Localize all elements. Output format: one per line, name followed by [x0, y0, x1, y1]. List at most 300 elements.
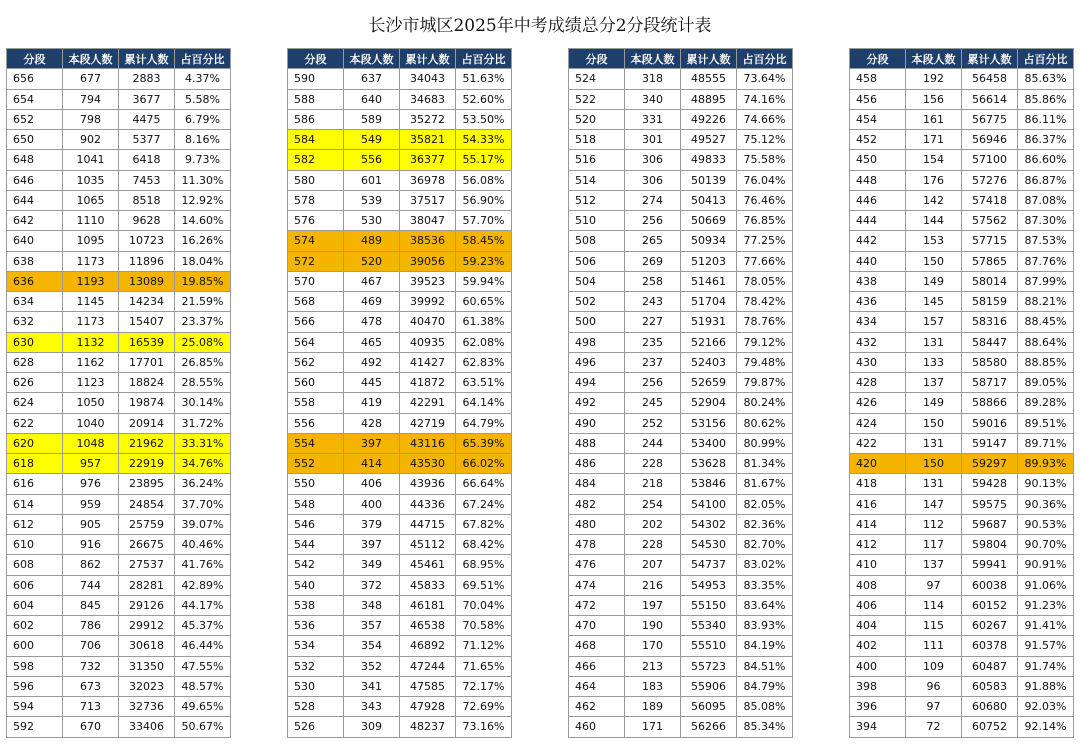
cell-count: 1193	[63, 271, 119, 291]
table-row	[288, 494, 512, 514]
table-row	[288, 454, 512, 474]
cell-count: 673	[63, 676, 119, 696]
table-row	[288, 697, 512, 717]
cell-count: 732	[63, 656, 119, 676]
cell-percent: 56.08%	[456, 170, 512, 190]
cell-score: 518	[569, 130, 625, 150]
cell-cumulative: 27537	[119, 555, 175, 575]
cell-percent: 91.57%	[1018, 636, 1074, 656]
cell-percent: 87.30%	[1018, 211, 1074, 231]
cell-score: 584	[288, 130, 344, 150]
cell-percent: 18.04%	[175, 251, 231, 271]
cell-count: 133	[906, 352, 962, 372]
cell-score: 600	[7, 636, 63, 656]
cell-count: 197	[625, 595, 681, 615]
table-row	[569, 130, 793, 150]
cell-count: 190	[625, 616, 681, 636]
cell-score: 522	[569, 89, 625, 109]
table-row	[850, 170, 1074, 190]
cell-percent: 52.60%	[456, 89, 512, 109]
cell-cumulative: 32023	[119, 676, 175, 696]
cell-count: 744	[63, 575, 119, 595]
cell-count: 786	[63, 616, 119, 636]
cell-cumulative: 60680	[962, 697, 1018, 717]
header-row	[7, 49, 231, 69]
cell-cumulative: 55340	[681, 616, 737, 636]
table-row	[288, 636, 512, 656]
cell-score: 504	[569, 271, 625, 291]
cell-percent: 85.63%	[1018, 69, 1074, 89]
cell-cumulative: 51931	[681, 312, 737, 332]
cell-cumulative: 57562	[962, 211, 1018, 231]
cell-score: 548	[288, 494, 344, 514]
table-row	[569, 616, 793, 636]
cell-cumulative: 58316	[962, 312, 1018, 332]
cell-cumulative: 59297	[962, 454, 1018, 474]
cell-score: 544	[288, 535, 344, 555]
table-row	[850, 109, 1074, 129]
cell-score: 618	[7, 454, 63, 474]
cell-cumulative: 50139	[681, 170, 737, 190]
cell-count: 235	[625, 332, 681, 352]
table-row	[7, 211, 231, 231]
table-row	[569, 89, 793, 109]
cell-score: 464	[569, 676, 625, 696]
table-row	[288, 312, 512, 332]
cell-cumulative: 58580	[962, 352, 1018, 372]
cell-cumulative: 35821	[400, 130, 456, 150]
cell-count: 445	[344, 373, 400, 393]
table-row	[7, 676, 231, 696]
cell-score: 496	[569, 352, 625, 372]
cell-percent: 88.85%	[1018, 352, 1074, 372]
cell-score: 498	[569, 332, 625, 352]
cell-percent: 41.76%	[175, 555, 231, 575]
cell-count: 131	[906, 433, 962, 453]
cell-count: 1132	[63, 332, 119, 352]
cell-cumulative: 41427	[400, 352, 456, 372]
cell-percent: 44.17%	[175, 595, 231, 615]
cell-percent: 86.60%	[1018, 150, 1074, 170]
cell-percent: 83.64%	[737, 595, 793, 615]
cell-count: 902	[63, 130, 119, 150]
cell-cumulative: 58159	[962, 292, 1018, 312]
cell-percent: 76.04%	[737, 170, 793, 190]
cell-count: 341	[344, 676, 400, 696]
table-row	[569, 69, 793, 89]
cell-count: 258	[625, 271, 681, 291]
cell-percent: 85.86%	[1018, 89, 1074, 109]
cell-count: 256	[625, 373, 681, 393]
cell-cumulative: 17701	[119, 352, 175, 372]
table-row	[850, 616, 1074, 636]
cell-score: 656	[7, 69, 63, 89]
cell-score: 532	[288, 656, 344, 676]
table-row	[7, 130, 231, 150]
table-row	[288, 211, 512, 231]
cell-percent: 80.62%	[737, 413, 793, 433]
cell-percent: 90.70%	[1018, 535, 1074, 555]
cell-score: 586	[288, 109, 344, 129]
table-row	[569, 433, 793, 453]
header-count: 本段人数	[906, 49, 962, 69]
cell-percent: 90.53%	[1018, 514, 1074, 534]
cell-percent: 25.08%	[175, 332, 231, 352]
table-row	[288, 231, 512, 251]
cell-score: 480	[569, 514, 625, 534]
cell-count: 150	[906, 413, 962, 433]
table-row	[850, 595, 1074, 615]
cell-cumulative: 56095	[681, 697, 737, 717]
cell-count: 601	[344, 170, 400, 190]
cell-score: 442	[850, 231, 906, 251]
table-row	[850, 150, 1074, 170]
table-row	[288, 190, 512, 210]
cell-score: 596	[7, 676, 63, 696]
cell-percent: 12.92%	[175, 190, 231, 210]
cell-score: 414	[850, 514, 906, 534]
cell-count: 269	[625, 251, 681, 271]
cell-percent: 55.17%	[456, 150, 512, 170]
table-row	[569, 697, 793, 717]
cell-score: 444	[850, 211, 906, 231]
cell-count: 131	[906, 332, 962, 352]
cell-score: 546	[288, 514, 344, 534]
table-row	[7, 292, 231, 312]
cell-cumulative: 42291	[400, 393, 456, 413]
cell-percent: 67.82%	[456, 514, 512, 534]
cell-score: 396	[850, 697, 906, 717]
table-row	[7, 413, 231, 433]
cell-cumulative: 57418	[962, 190, 1018, 210]
cell-percent: 70.58%	[456, 616, 512, 636]
cell-percent: 77.66%	[737, 251, 793, 271]
cell-cumulative: 53400	[681, 433, 737, 453]
table-row	[569, 676, 793, 696]
cell-percent: 82.70%	[737, 535, 793, 555]
cell-count: 306	[625, 170, 681, 190]
cell-cumulative: 41872	[400, 373, 456, 393]
cell-cumulative: 52659	[681, 373, 737, 393]
cell-percent: 65.39%	[456, 433, 512, 453]
cell-score: 416	[850, 494, 906, 514]
cell-score: 466	[569, 656, 625, 676]
cell-percent: 73.16%	[456, 717, 512, 737]
cell-count: 1040	[63, 413, 119, 433]
cell-count: 192	[906, 69, 962, 89]
table-row	[288, 292, 512, 312]
cell-count: 228	[625, 535, 681, 555]
cell-percent: 90.13%	[1018, 474, 1074, 494]
cell-cumulative: 54302	[681, 514, 737, 534]
cell-score: 528	[288, 697, 344, 717]
table-row	[569, 211, 793, 231]
cell-count: 1145	[63, 292, 119, 312]
cell-count: 419	[344, 393, 400, 413]
cell-score: 602	[7, 616, 63, 636]
cell-cumulative: 6418	[119, 150, 175, 170]
cell-score: 404	[850, 616, 906, 636]
table-row	[569, 413, 793, 433]
cell-percent: 66.64%	[456, 474, 512, 494]
table-row	[850, 454, 1074, 474]
cell-cumulative: 40935	[400, 332, 456, 352]
table-row	[569, 595, 793, 615]
cell-percent: 45.37%	[175, 616, 231, 636]
table-row	[7, 170, 231, 190]
cell-count: 677	[63, 69, 119, 89]
cell-percent: 71.12%	[456, 636, 512, 656]
table-row	[850, 251, 1074, 271]
cell-cumulative: 51461	[681, 271, 737, 291]
header-row	[569, 49, 793, 69]
cell-cumulative: 60752	[962, 717, 1018, 737]
cell-score: 520	[569, 109, 625, 129]
cell-percent: 91.41%	[1018, 616, 1074, 636]
cell-percent: 64.14%	[456, 393, 512, 413]
cell-count: 352	[344, 656, 400, 676]
cell-cumulative: 34683	[400, 89, 456, 109]
table-row	[288, 413, 512, 433]
cell-cumulative: 2883	[119, 69, 175, 89]
cell-score: 426	[850, 393, 906, 413]
table-row	[569, 656, 793, 676]
cell-cumulative: 57100	[962, 150, 1018, 170]
cell-count: 916	[63, 535, 119, 555]
table-row	[7, 251, 231, 271]
cell-percent: 85.34%	[737, 717, 793, 737]
cell-count: 798	[63, 109, 119, 129]
cell-count: 216	[625, 575, 681, 595]
cell-score: 470	[569, 616, 625, 636]
cell-cumulative: 38536	[400, 231, 456, 251]
cell-score: 582	[288, 150, 344, 170]
cell-cumulative: 53156	[681, 413, 737, 433]
score-table-block-1	[6, 48, 231, 738]
cell-percent: 89.71%	[1018, 433, 1074, 453]
cell-count: 1173	[63, 251, 119, 271]
cell-percent: 89.93%	[1018, 454, 1074, 474]
cell-percent: 81.34%	[737, 454, 793, 474]
cell-percent: 62.83%	[456, 352, 512, 372]
cell-score: 556	[288, 413, 344, 433]
cell-percent: 75.12%	[737, 130, 793, 150]
cell-percent: 53.50%	[456, 109, 512, 129]
table-row	[288, 130, 512, 150]
cell-cumulative: 19874	[119, 393, 175, 413]
cell-score: 562	[288, 352, 344, 372]
cell-score: 462	[569, 697, 625, 717]
cell-score: 436	[850, 292, 906, 312]
cell-cumulative: 29912	[119, 616, 175, 636]
cell-count: 244	[625, 433, 681, 453]
cell-cumulative: 57865	[962, 251, 1018, 271]
score-table-block-4	[849, 48, 1074, 738]
cell-score: 502	[569, 292, 625, 312]
table-row	[288, 109, 512, 129]
header-percent: 占百分比	[737, 49, 793, 69]
cell-cumulative: 38047	[400, 211, 456, 231]
cell-percent: 77.25%	[737, 231, 793, 251]
cell-cumulative: 59147	[962, 433, 1018, 453]
cell-percent: 74.16%	[737, 89, 793, 109]
cell-count: 340	[625, 89, 681, 109]
cell-count: 976	[63, 474, 119, 494]
table-row	[569, 474, 793, 494]
cell-cumulative: 46892	[400, 636, 456, 656]
table-row	[569, 514, 793, 534]
table-row	[288, 393, 512, 413]
cell-score: 578	[288, 190, 344, 210]
cell-score: 476	[569, 555, 625, 575]
cell-count: 1095	[63, 231, 119, 251]
cell-cumulative: 42719	[400, 413, 456, 433]
table-row	[7, 535, 231, 555]
header-cumulative: 累计人数	[681, 49, 737, 69]
cell-score: 616	[7, 474, 63, 494]
table-row	[288, 251, 512, 271]
cell-count: 183	[625, 676, 681, 696]
table-row	[569, 109, 793, 129]
table-row	[569, 150, 793, 170]
cell-cumulative: 39992	[400, 292, 456, 312]
cell-percent: 79.48%	[737, 352, 793, 372]
cell-percent: 88.45%	[1018, 312, 1074, 332]
cell-count: 469	[344, 292, 400, 312]
cell-cumulative: 23895	[119, 474, 175, 494]
cell-count: 794	[63, 89, 119, 109]
cell-percent: 71.65%	[456, 656, 512, 676]
table-row	[288, 433, 512, 453]
cell-cumulative: 60038	[962, 575, 1018, 595]
header-score: 分段	[7, 49, 63, 69]
cell-cumulative: 10723	[119, 231, 175, 251]
cell-score: 506	[569, 251, 625, 271]
cell-score: 568	[288, 292, 344, 312]
cell-percent: 87.53%	[1018, 231, 1074, 251]
table-row	[288, 656, 512, 676]
cell-count: 150	[906, 454, 962, 474]
cell-percent: 89.05%	[1018, 373, 1074, 393]
table-row	[7, 89, 231, 109]
cell-score: 412	[850, 535, 906, 555]
cell-count: 428	[344, 413, 400, 433]
cell-score: 510	[569, 211, 625, 231]
cell-count: 1065	[63, 190, 119, 210]
cell-percent: 59.23%	[456, 251, 512, 271]
table-row	[569, 373, 793, 393]
cell-count: 549	[344, 130, 400, 150]
cell-percent: 6.79%	[175, 109, 231, 129]
cell-cumulative: 58447	[962, 332, 1018, 352]
cell-percent: 73.64%	[737, 69, 793, 89]
table-row	[850, 312, 1074, 332]
cell-count: 161	[906, 109, 962, 129]
cell-percent: 19.85%	[175, 271, 231, 291]
cell-count: 72	[906, 717, 962, 737]
cell-score: 460	[569, 717, 625, 737]
cell-count: 357	[344, 616, 400, 636]
cell-score: 424	[850, 413, 906, 433]
cell-cumulative: 3677	[119, 89, 175, 109]
table-row	[7, 595, 231, 615]
cell-cumulative: 52403	[681, 352, 737, 372]
cell-cumulative: 60152	[962, 595, 1018, 615]
cell-score: 622	[7, 413, 63, 433]
cell-score: 486	[569, 454, 625, 474]
cell-percent: 82.36%	[737, 514, 793, 534]
cell-score: 620	[7, 433, 63, 453]
header-cumulative: 累计人数	[119, 49, 175, 69]
table-row	[850, 676, 1074, 696]
cell-score: 534	[288, 636, 344, 656]
cell-cumulative: 5377	[119, 130, 175, 150]
cell-percent: 67.24%	[456, 494, 512, 514]
cell-count: 150	[906, 251, 962, 271]
cell-score: 608	[7, 555, 63, 575]
cell-score: 514	[569, 170, 625, 190]
cell-cumulative: 54530	[681, 535, 737, 555]
table-row	[288, 595, 512, 615]
cell-percent: 80.24%	[737, 393, 793, 413]
cell-count: 1173	[63, 312, 119, 332]
cell-percent: 87.76%	[1018, 251, 1074, 271]
cell-percent: 64.79%	[456, 413, 512, 433]
cell-percent: 63.51%	[456, 373, 512, 393]
cell-score: 634	[7, 292, 63, 312]
cell-count: 171	[625, 717, 681, 737]
cell-score: 530	[288, 676, 344, 696]
cell-score: 418	[850, 474, 906, 494]
cell-percent: 91.06%	[1018, 575, 1074, 595]
cell-count: 379	[344, 514, 400, 534]
table-row	[7, 494, 231, 514]
cell-score: 648	[7, 150, 63, 170]
cell-cumulative: 35272	[400, 109, 456, 129]
table-row	[288, 89, 512, 109]
cell-cumulative: 13089	[119, 271, 175, 291]
cell-cumulative: 55723	[681, 656, 737, 676]
cell-cumulative: 47585	[400, 676, 456, 696]
cell-percent: 90.36%	[1018, 494, 1074, 514]
cell-percent: 86.37%	[1018, 130, 1074, 150]
table-row	[850, 130, 1074, 150]
table-row	[850, 575, 1074, 595]
cell-count: 142	[906, 190, 962, 210]
cell-percent: 37.70%	[175, 494, 231, 514]
cell-cumulative: 44336	[400, 494, 456, 514]
cell-percent: 34.76%	[175, 454, 231, 474]
cell-score: 630	[7, 332, 63, 352]
table-row	[7, 697, 231, 717]
cell-percent: 31.72%	[175, 413, 231, 433]
cell-score: 454	[850, 109, 906, 129]
header-count: 本段人数	[625, 49, 681, 69]
cell-score: 432	[850, 332, 906, 352]
table-row	[288, 555, 512, 575]
cell-count: 96	[906, 676, 962, 696]
cell-score: 560	[288, 373, 344, 393]
header-cumulative: 累计人数	[400, 49, 456, 69]
cell-count: 862	[63, 555, 119, 575]
cell-percent: 48.57%	[175, 676, 231, 696]
cell-score: 540	[288, 575, 344, 595]
cell-percent: 26.85%	[175, 352, 231, 372]
cell-cumulative: 8518	[119, 190, 175, 210]
cell-percent: 14.60%	[175, 211, 231, 231]
cell-score: 526	[288, 717, 344, 737]
cell-percent: 68.95%	[456, 555, 512, 575]
